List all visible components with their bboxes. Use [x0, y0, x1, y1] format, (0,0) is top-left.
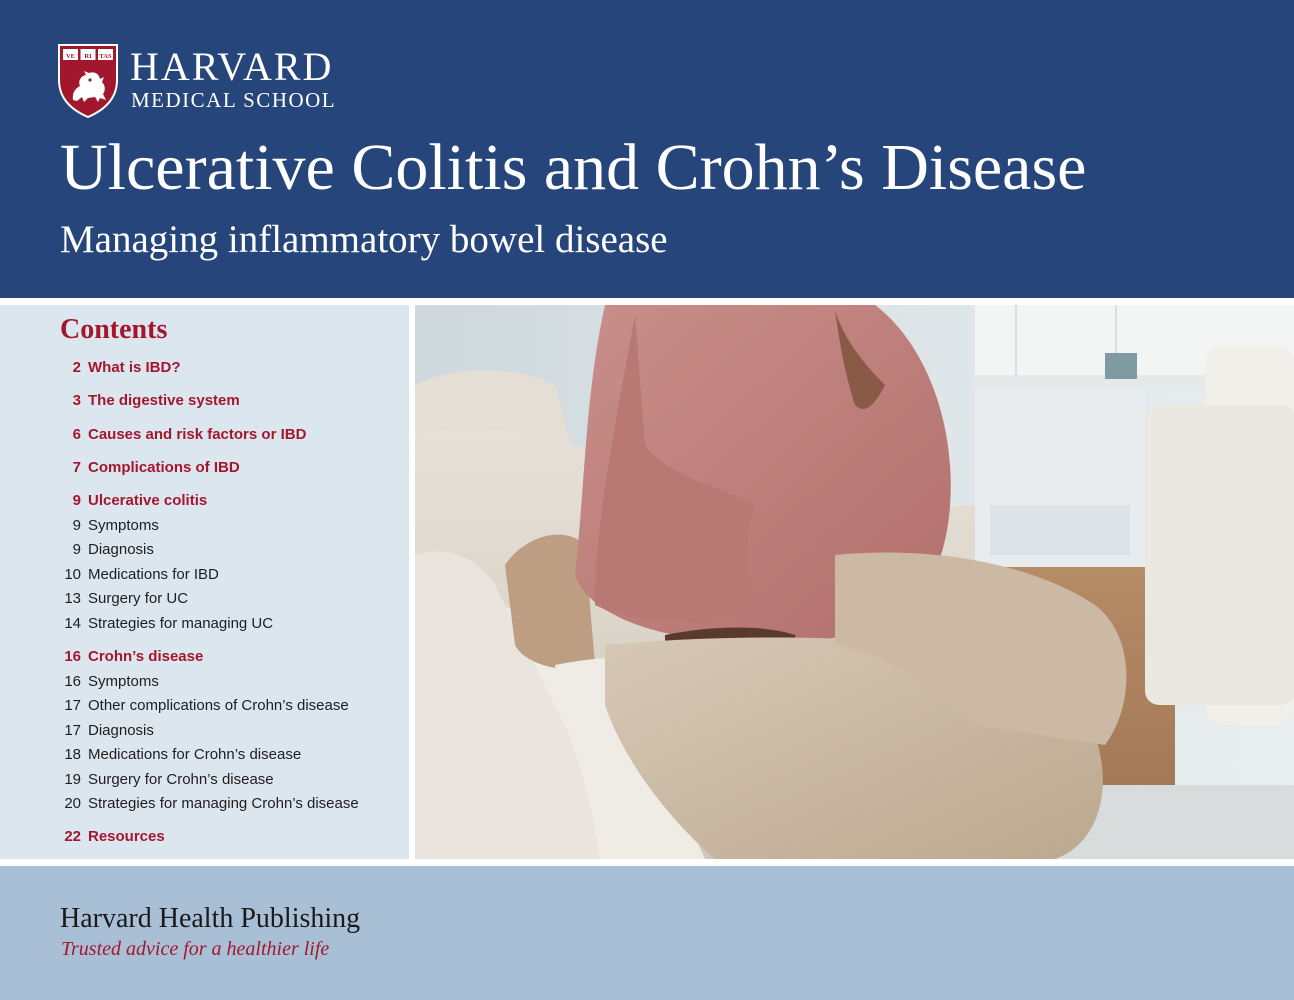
toc-label: Symptoms	[88, 673, 159, 690]
toc-label: Complications of IBD	[88, 459, 240, 476]
toc-label: Surgery for Crohn’s disease	[88, 771, 274, 788]
toc-item[interactable]	[0, 769, 400, 791]
toc-item[interactable]	[0, 744, 400, 766]
toc-label: Surgery for UC	[88, 590, 189, 607]
publisher-tagline: Trusted advice for a healthier life	[61, 938, 330, 960]
toc-page-number: 13	[64, 590, 81, 607]
contents-heading: Contents	[60, 314, 168, 345]
toc-item[interactable]	[0, 490, 400, 512]
toc-page-number: 7	[72, 459, 81, 476]
toc-label: Strategies for managing UC	[88, 615, 274, 632]
toc-label: Other complications of Crohn’s disease	[88, 697, 349, 714]
toc-item[interactable]	[0, 539, 400, 561]
toc-label: Resources	[88, 828, 165, 845]
toc-label: Symptoms	[88, 517, 159, 534]
toc-page-number: 14	[64, 615, 81, 632]
toc-label: Strategies for managing Crohn’s disease	[88, 795, 359, 812]
toc-page-number: 19	[64, 771, 81, 788]
institution-school: MEDICAL SCHOOL	[131, 88, 337, 112]
toc-label: Ulcerative colitis	[88, 492, 208, 509]
toc-page-number: 16	[64, 673, 81, 690]
toc-item[interactable]	[0, 613, 400, 635]
cover-photo	[415, 305, 1294, 859]
toc-item[interactable]	[0, 564, 400, 586]
toc-label: Diagnosis	[88, 541, 154, 558]
harvard-shield-logo	[58, 44, 118, 118]
toc-item[interactable]	[0, 695, 400, 717]
toc-page-number: 2	[72, 359, 81, 376]
toc-page-number: 17	[64, 697, 81, 714]
toc-page-number: 3	[72, 392, 81, 409]
svg-text:TAS: TAS	[99, 53, 112, 60]
toc-item[interactable]	[0, 457, 400, 479]
toc-page-number: 18	[64, 746, 81, 763]
toc-item[interactable]	[0, 793, 400, 815]
svg-text:RI: RI	[84, 53, 92, 60]
toc-page-number: 9	[72, 541, 81, 558]
toc-page-number: 17	[64, 722, 81, 739]
toc-item[interactable]	[0, 357, 400, 379]
toc-item[interactable]	[0, 424, 400, 446]
toc-label: Medications for IBD	[88, 566, 219, 583]
toc-label: The digestive system	[88, 392, 240, 409]
toc-page-number: 9	[72, 517, 81, 534]
toc-label: Crohn’s disease	[88, 648, 204, 665]
toc-label: Medications for Crohn’s disease	[88, 746, 302, 763]
toc-label: Diagnosis	[88, 722, 154, 739]
toc-item[interactable]	[0, 826, 400, 848]
svg-text:VE: VE	[65, 53, 76, 60]
toc-page-number: 6	[72, 426, 81, 443]
toc-item[interactable]	[0, 720, 400, 742]
publisher-name: Harvard Health Publishing	[60, 903, 361, 934]
toc-page-number: 10	[64, 566, 81, 583]
toc-item[interactable]	[0, 515, 400, 537]
institution-name: HARVARD	[130, 44, 334, 89]
toc-item[interactable]	[0, 588, 400, 610]
toc-page-number: 9	[72, 492, 81, 509]
toc-page-number: 20	[64, 795, 81, 812]
toc-label: Causes and risk factors or IBD	[88, 426, 307, 443]
toc-item[interactable]	[0, 671, 400, 693]
cover-photo-illustration	[415, 305, 1294, 859]
toc-page-number: 22	[64, 828, 81, 845]
toc-item[interactable]	[0, 646, 400, 668]
toc-label: What is IBD?	[88, 359, 181, 376]
report-title: Ulcerative Colitis and Crohn’s Disease	[60, 131, 1087, 204]
toc-page-number: 16	[64, 648, 81, 665]
report-subtitle: Managing inflammatory bowel disease	[60, 218, 668, 261]
toc-item[interactable]	[0, 390, 400, 412]
